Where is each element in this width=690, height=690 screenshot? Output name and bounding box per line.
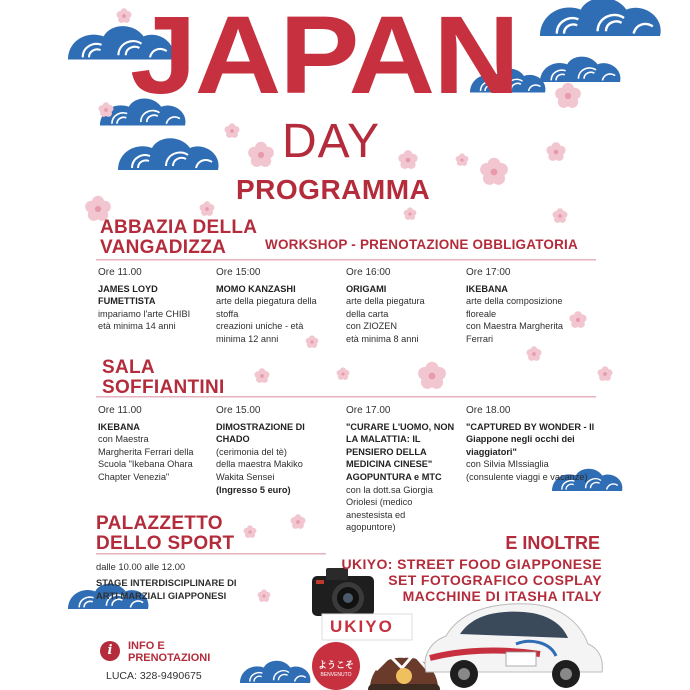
workshop-item: Ore 16:00 ORIGAMI arte della piegatura della carta con ZIOZEN età minima 8 anni <box>346 267 425 344</box>
palazzetto-event-name1: STAGE INTERDISCIPLINARE DI <box>96 577 237 588</box>
workshop-note: WORKSHOP - PRENOTAZIONE OBBLIGATORIA <box>265 237 578 252</box>
inoltre-heading: E INOLTRE <box>505 533 600 553</box>
bowl-label: ようこそ <box>317 661 354 671</box>
program-heading: PROGRAMMA <box>236 174 431 205</box>
info-label: INFO E PRENOTAZIONI <box>128 640 211 664</box>
sala-event: Ore 11.00 IKEBANA con Maestra Margherita Ferrari della Scuola "Ikebana Ohara Chapter Venezia" <box>98 405 194 482</box>
subtitle: DAY <box>282 115 381 168</box>
contact-phone: LUCA: 328-9490675 <box>106 670 202 682</box>
wave-left-low <box>118 138 219 170</box>
venue-palazzetto-line2: DELLO SPORT <box>96 533 235 554</box>
info-icon: i <box>100 641 120 661</box>
venue-sala <box>102 358 225 398</box>
venue-palazzetto <box>96 514 234 554</box>
workshop-item: Ore 15:00 MOMO KANZASHI arte della piegatura della stoffa creazioni uniche - età minima 12 anni <box>216 267 317 344</box>
palazzetto-time: dalle 10.00 alle 12.00 <box>96 561 186 572</box>
sala-event: Ore 18.00 "CAPTURED BY WONDER - Il Giappone negli occhi dei viaggiatori" con Silvia MIssiaglia (consulente viaggi e vacanze) <box>466 405 595 482</box>
palazzetto-event-name2: ARTI MARZIALI GIAPPONESI <box>96 590 227 601</box>
venue-abbazia-line2: VANGADIZZA <box>100 237 227 258</box>
main-title: JAPAN <box>130 0 518 117</box>
inoltre-item-itasha: MACCHINE DI ITASHA ITALY <box>402 588 602 604</box>
wave-right-low <box>540 57 620 82</box>
venue-abbazia-line1: ABBAZIA DELLA <box>100 217 258 238</box>
inoltre-item-cosplay: SET FOTOGRAFICO COSPLAY <box>388 572 602 588</box>
wave-top-right <box>540 0 661 36</box>
bowl-sub-label: BENVENUTO <box>320 672 352 678</box>
camera-illustration <box>312 568 374 616</box>
sala-event: Ore 15.00 DIMOSTRAZIONE DI CHADO (cerimonia del tè) della maestra Makiko Wakita Sensei (Ingresso 5 euro) <box>216 405 305 495</box>
workshop-item: Ore 11.00 JAMES LOYD FUMETTISTA impariamo l'arte CHIBI età minima 14 anni <box>98 267 191 332</box>
inoltre-item-street-food: UKIYO: STREET FOOD GIAPPONESE <box>341 556 602 572</box>
workshop-item: Ore 17:00 IKEBANA arte della composizione floreale con Maestra Margherita Ferrari <box>466 267 564 344</box>
venue-abbazia <box>100 218 257 258</box>
venue-palazzetto-line1: PALAZZETTO <box>96 513 223 534</box>
venue-sala-line1: SALA <box>102 357 155 378</box>
sala-event: Ore 17.00 "CURARE L'UOMO, NON LA MALATTIA: IL PENSIERO DELLA MEDICINA CINESE" AGOPUNTURA e MTC con la dott.sa Giorgia Oriolesi (medico anestesista ed agopuntore) <box>346 405 455 533</box>
wave-bottom-center <box>240 661 310 683</box>
venue-sala-line2: SOFFIANTINI <box>102 377 225 398</box>
ukiyo-sign: UKIYO <box>330 617 394 636</box>
itasha-car-illustration <box>425 604 602 688</box>
